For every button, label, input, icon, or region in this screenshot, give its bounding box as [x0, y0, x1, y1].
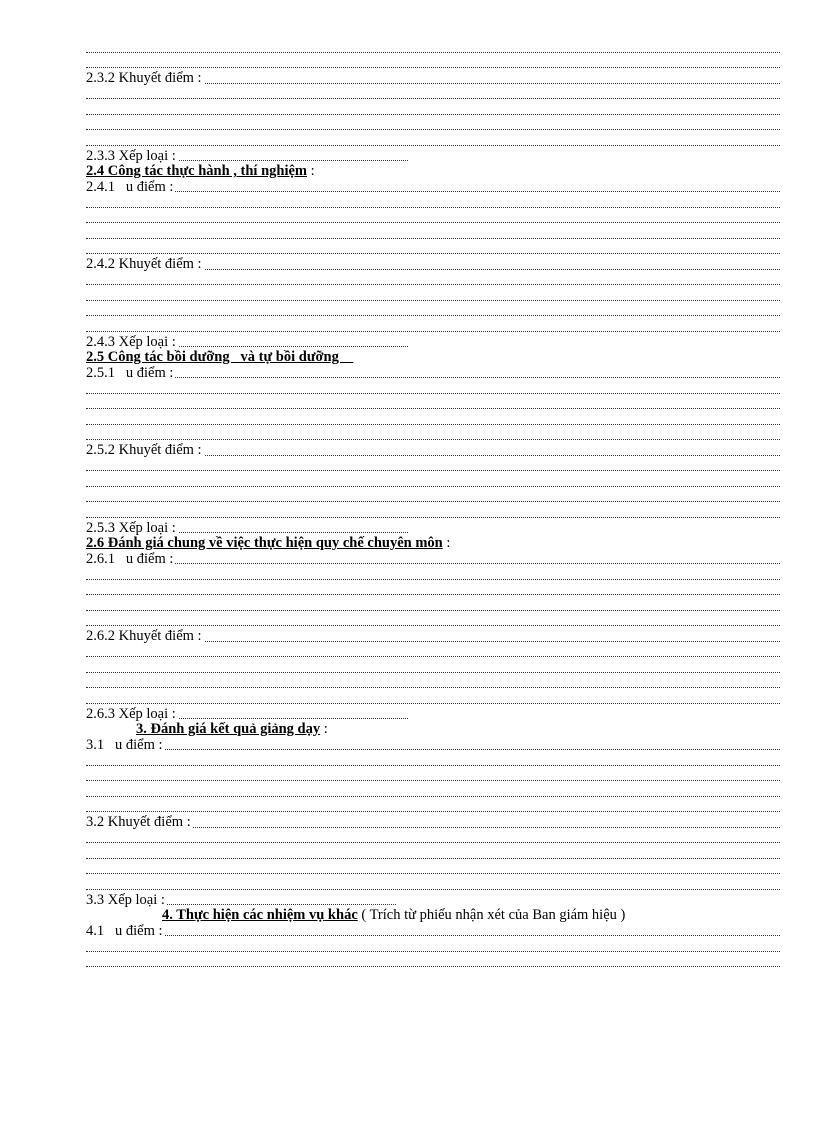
section-heading [86, 722, 780, 738]
dotted-line [86, 226, 780, 242]
dotted-line [86, 242, 780, 258]
form-label-line [86, 924, 780, 940]
dotted-fill-line [86, 517, 780, 518]
dotted-fill-line [86, 377, 780, 378]
dotted-line [86, 691, 780, 707]
form-label: 2.3.3 Xếp loại : [86, 148, 176, 164]
dotted-fill-line [86, 951, 780, 952]
dotted-fill-line [86, 52, 780, 53]
dotted-fill-line [86, 145, 780, 146]
dotted-fill-line [86, 842, 780, 843]
form-label: 3.3 Xếp loại : [86, 892, 165, 908]
dotted-line [86, 846, 780, 862]
dotted-fill-line [86, 625, 780, 626]
dotted-line [86, 784, 780, 800]
form-label-line [86, 707, 780, 723]
dotted-fill-line [86, 610, 780, 611]
section-heading-title: 3. Đánh giá kết quả giảng dạy [136, 722, 321, 737]
dotted-fill-line [86, 889, 780, 890]
dotted-fill-line [86, 873, 780, 874]
dotted-fill-line [86, 687, 780, 688]
dotted-fill-line [86, 284, 780, 285]
dotted-fill-line [86, 114, 780, 115]
dotted-fill-line [86, 579, 780, 580]
form-label-line [86, 629, 780, 645]
dotted-line [86, 645, 780, 661]
form-label-line [86, 335, 780, 351]
form-label: 2.5.3 Xếp loại : [86, 520, 176, 536]
dotted-fill-line [86, 672, 780, 673]
dotted-line [86, 133, 780, 149]
form-label: 2.6.3 Xếp loại : [86, 706, 176, 722]
dotted-line [86, 40, 780, 56]
dotted-line [86, 583, 780, 599]
form-label-line [86, 180, 780, 196]
form-label: 3.1 u điểm : [86, 737, 163, 753]
form-label: 2.4.3 Xếp loại : [86, 334, 176, 350]
dotted-fill-line [86, 486, 780, 487]
dotted-fill-line [86, 331, 780, 332]
dotted-line [86, 459, 780, 475]
section-heading-title: 2.4 Công tác thực hành , thí nghiệm [86, 164, 307, 179]
dotted-fill-line [86, 67, 780, 68]
section-heading-suffix: : [307, 164, 315, 179]
form-label: 4.1 u điểm : [86, 923, 163, 939]
dotted-line [86, 877, 780, 893]
dotted-line [86, 939, 780, 955]
dotted-fill-line [86, 470, 780, 471]
form-label: 2.5.1 u điểm : [86, 365, 174, 381]
dotted-line [86, 753, 780, 769]
section-heading-suffix: : [442, 536, 451, 551]
form-label-line [86, 893, 780, 909]
dotted-fill-line [86, 424, 780, 425]
section-heading-suffix: : [320, 722, 328, 737]
dotted-fill-line [86, 439, 780, 440]
form-label-line [86, 738, 780, 754]
dotted-fill-line [86, 393, 780, 394]
form-label: 2.4.1 u điểm : [86, 179, 174, 195]
dotted-line [86, 397, 780, 413]
section-heading-title: 2.5 Công tác bồi dưỡng và tự bồi dưỡng [86, 350, 354, 365]
dotted-line [86, 505, 780, 521]
dotted-fill-line [86, 749, 780, 750]
dotted-line [86, 831, 780, 847]
form-label: 3.2 Khuyết điểm : [86, 815, 191, 830]
dotted-line [86, 567, 780, 583]
dotted-fill-line [86, 780, 780, 781]
dotted-line [86, 319, 780, 335]
dotted-fill-line [86, 656, 780, 657]
dotted-line [86, 598, 780, 614]
dotted-line [86, 474, 780, 490]
dotted-line [86, 118, 780, 134]
form-label: 2.5.2 Khuyết điểm : [86, 443, 202, 458]
section-heading [86, 908, 780, 924]
dotted-fill-line [86, 703, 780, 704]
dotted-line [86, 955, 780, 971]
dotted-fill-line [86, 222, 780, 223]
dotted-line [86, 381, 780, 397]
dotted-fill-line [86, 315, 780, 316]
dotted-fill-line [86, 408, 780, 409]
dotted-line [86, 428, 780, 444]
dotted-line [86, 304, 780, 320]
section-heading [86, 350, 780, 366]
section-heading-suffix: ( Trích từ phiếu nhận xét của Ban giám hiệu ) [357, 908, 626, 923]
form-label-line [86, 443, 780, 459]
dotted-line [86, 87, 780, 103]
dotted-fill-line [86, 129, 780, 130]
form-label: 2.6.2 Khuyết điểm : [86, 629, 202, 644]
dotted-fill-line [86, 238, 780, 239]
dotted-line [86, 490, 780, 506]
section-heading-title: 2.6 Đánh giá chung về việc thực hiện quy chế chuyên môn [86, 536, 443, 551]
dotted-line [86, 195, 780, 211]
dotted-line [86, 273, 780, 289]
section-heading [86, 536, 780, 552]
dotted-line [86, 412, 780, 428]
form-label: 2.6.1 u điểm : [86, 551, 174, 567]
dotted-fill-line [86, 563, 780, 564]
dotted-line [86, 660, 780, 676]
dotted-fill-line [86, 594, 780, 595]
dotted-fill-line [86, 300, 780, 301]
dotted-fill-line [86, 98, 780, 99]
form-label-line [86, 521, 780, 537]
dotted-line [86, 862, 780, 878]
form-label-line [86, 71, 780, 87]
dotted-fill-line [86, 811, 780, 812]
form-label-line [86, 257, 780, 273]
dotted-line [86, 676, 780, 692]
form-label: 2.3.2 Khuyết điểm : [86, 71, 202, 86]
dotted-line [86, 288, 780, 304]
dotted-fill-line [86, 207, 780, 208]
form-label-line [86, 552, 780, 568]
section-heading-title: 4. Thực hiện các nhiệm vụ khác [162, 908, 358, 923]
form-label: 2.4.2 Khuyết điểm : [86, 257, 202, 272]
dotted-fill-line [86, 191, 780, 192]
dotted-line [86, 56, 780, 72]
dotted-fill-line [86, 501, 780, 502]
dotted-fill-line [86, 858, 780, 859]
dotted-fill-line [86, 796, 780, 797]
form-label-line [86, 815, 780, 831]
section-heading [86, 164, 780, 180]
dotted-line [86, 102, 780, 118]
dotted-line [86, 769, 780, 785]
dotted-line [86, 211, 780, 227]
form-label-line [86, 366, 780, 382]
form-label-line [86, 149, 780, 165]
evaluation-form [86, 40, 780, 970]
dotted-fill-line [86, 935, 780, 936]
dotted-fill-line [86, 253, 780, 254]
dotted-line [86, 614, 780, 630]
dotted-fill-line [86, 765, 780, 766]
dotted-line [86, 800, 780, 816]
dotted-fill-line [86, 966, 780, 967]
